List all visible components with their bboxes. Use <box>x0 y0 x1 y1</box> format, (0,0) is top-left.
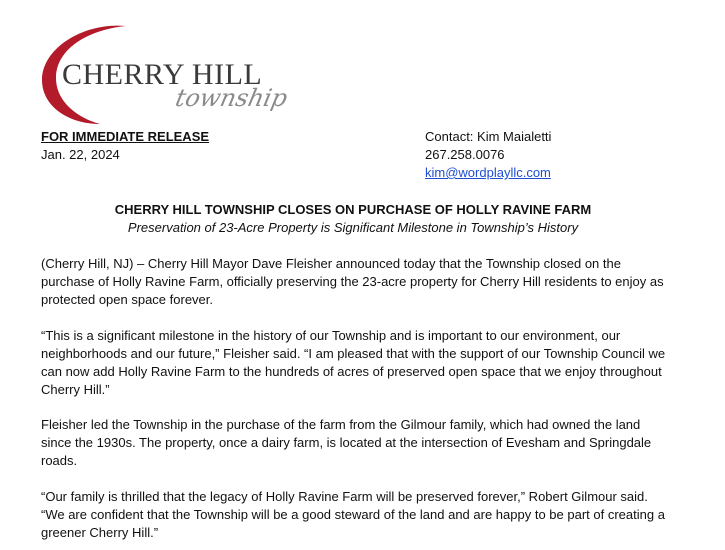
subheadline: Preservation of 23-Acre Property is Significant Milestone in Township’s History <box>127 220 579 235</box>
logo-main-text: CHERRY HILL <box>62 58 263 91</box>
body-paragraph: Fleisher led the Township in the purchase of the farm from the Gilmour family, which had owned the land since the 1930s. The property, once a dairy farm, is located at the intersection of Evesham and Springdale roads. <box>41 417 652 468</box>
body-paragraph: “Our family is thrilled that the legacy of Holly Ravine Farm will be preserved forever,” Robert Gilmour said. “We are confident that the Township will be a good steward of the land and are happy to be part of creating a greener Cherry Hill.” <box>41 489 665 540</box>
release-info <box>41 128 209 164</box>
logo-sub-text: township <box>173 84 290 112</box>
release-date: Jan. 22, 2024 <box>41 147 120 162</box>
release-label: FOR IMMEDIATE RELEASE <box>41 129 210 144</box>
contact-email-link[interactable]: kim@wordplayllc.com <box>425 165 551 180</box>
headline: CHERRY HILL TOWNSHIP CLOSES ON PURCHASE OF HOLLY RAVINE FARM <box>114 202 592 217</box>
body-paragraph: “This is a significant milestone in the history of our Township and is important to our environment, our neighborhoods and our future,” Fleisher said. “I am pleased that with the support of our Township Council we can now add Holly Ravine Farm to the hundreds of acres of preserved open space that we enjoy throughout Cherry Hill.” <box>41 328 666 397</box>
contact-name: Contact: Kim Maialetti <box>425 129 552 144</box>
contact-info <box>425 128 551 182</box>
body-paragraph: (Cherry Hill, NJ) – Cherry Hill Mayor Dave Fleisher announced today that the Township closed on the purchase of Holly Ravine Farm, officially preserving the 23-acre property for Cherry Hill residents to enjoy as protected open space forever. <box>41 256 664 307</box>
cherry-hill-logo <box>38 20 288 130</box>
contact-phone: 267.258.0076 <box>425 147 505 162</box>
